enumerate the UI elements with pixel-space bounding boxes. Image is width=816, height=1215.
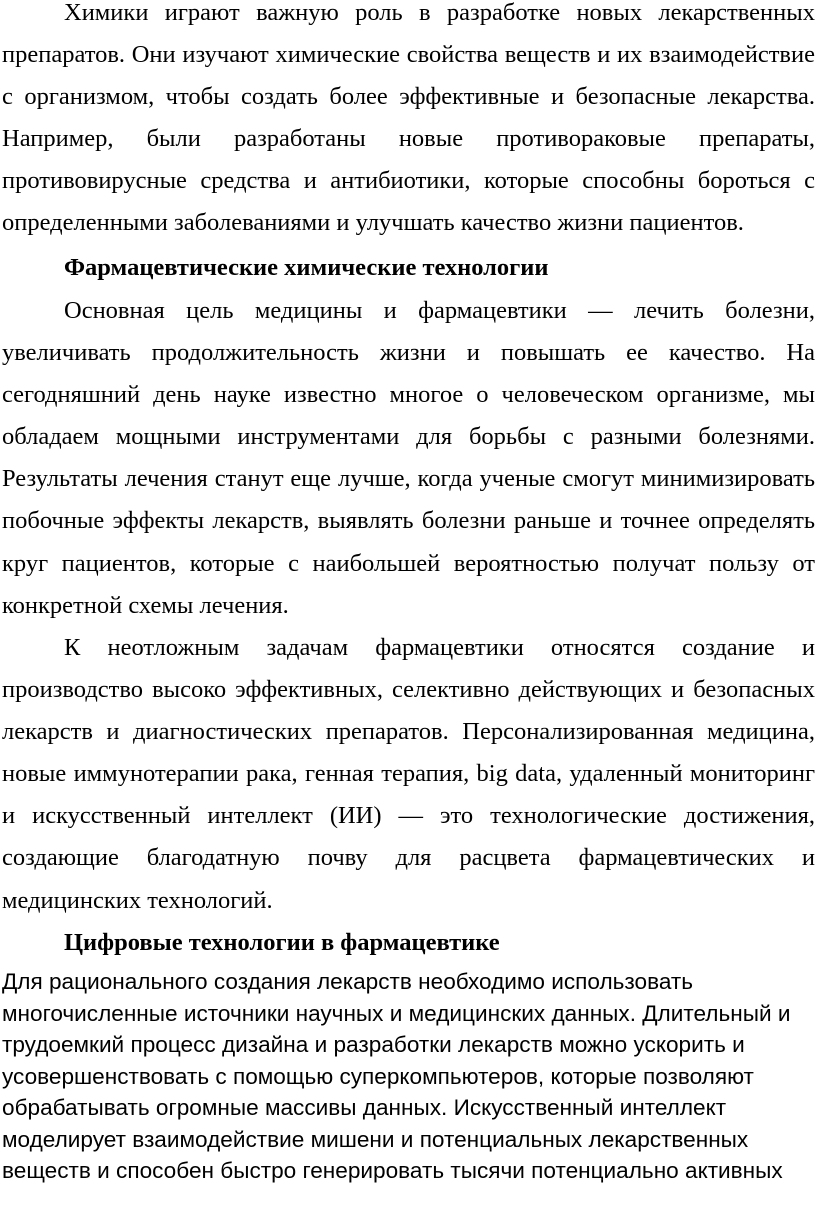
paragraph-digital-drug-design (0, 966, 816, 1187)
text-line: трудоемкий процесс дизайна и разработки лекарств можно ускорить и (2, 1032, 745, 1057)
text-line: Для рационального создания лекарств необходимо использовать (2, 969, 694, 994)
text-line: многочисленные источники научных и медицинских данных. Длительный и (2, 1000, 791, 1026)
text-line: моделирует взаимодействие мишени и потенциальных лекарственных (2, 1126, 749, 1152)
paragraph-chemists-role: Химики играют важную роль в разработке новых лекарственных препаратов. Они изучают химические свойства веществ и их взаимодействие с организмом, чтобы создать более эффективные и безопасные лекарства. Например, были разработаны новые противораковые препараты, противовирусные средства и антибиотики, которые способны бороться с определенными заболеваниями и улучшать качество жизни пациентов. (2, 0, 815, 237)
section-heading-pharma-chem-tech: Фармацевтические химические технологии (64, 254, 549, 281)
text-line: усовершенствовать с помощью суперкомпьютеров, которые позволяют (2, 1063, 754, 1089)
text-line: обрабатывать огромные массивы данных. Искусственный интеллект (2, 1095, 727, 1120)
text-line: веществ и способен быстро генерировать тысячи потенциально активных (2, 1158, 783, 1183)
paragraph-medicine-goal: Основная цель медицины и фармацевтики — лечить болезни, увеличивать продолжительность жизни и повышать ее качество. На сегодняшний день науке известно многое о человеческом организме, мы обладаем мощными инструментами для борьбы с разными болезнями. Результаты лечения станут еще лучше, когда ученые смогут минимизировать побочные эффекты лекарств, выявлять болезни раньше и точнее определять круг пациентов, которые с наибольшей вероятностью получат пользу от конкретной схемы лечения. (2, 297, 815, 619)
section-heading-digital-tech: Цифровые технологии в фармацевтике (64, 929, 500, 956)
paragraph-urgent-tasks: К неотложным задачам фармацевтики относятся создание и производство высоко эффективных, селективно действующих и безопасных лекарств и диагностических препаратов. Персонализированная медицина, новые иммунотерапии рака, генная терапия, big data, удаленный мониторинг и искусственный интеллект (ИИ) — это технологические достижения, создающие благодатную почву для расцвета фармацевтических и медицинских технологий. (2, 634, 815, 914)
